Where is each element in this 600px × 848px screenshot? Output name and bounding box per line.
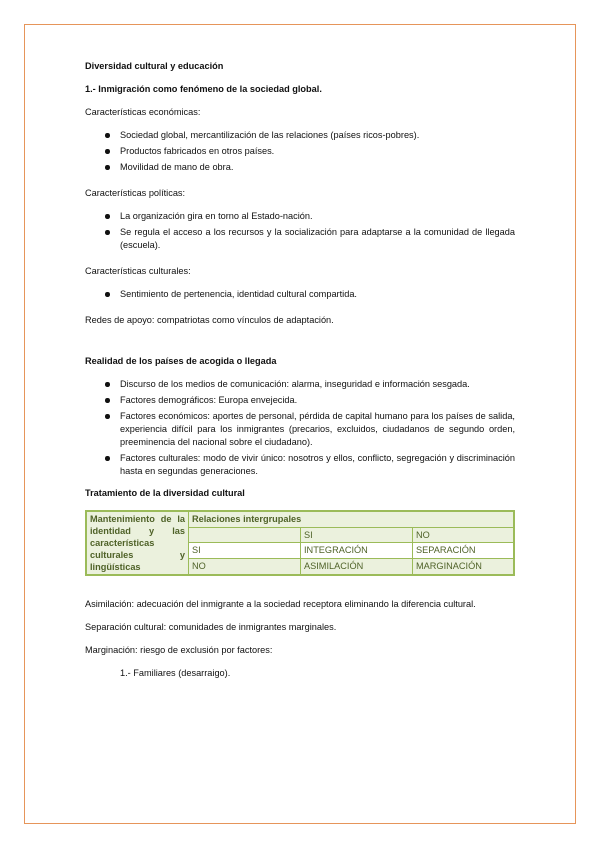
- list-item: Se regula el acceso a los recursos y la socialización para adaptarse a la comunidad de llegada (escuela).: [120, 227, 515, 250]
- list-item: Factores culturales: modo de vivir único: nosotros y ellos, conflicto, segregación y discriminación hasta en segundas generaciones.: [120, 453, 515, 476]
- table-col-no: NO: [413, 527, 515, 543]
- list-item: Productos fabricados en otros países.: [120, 145, 515, 158]
- list-item: Sentimiento de pertenencia, identidad cultural compartida.: [120, 288, 515, 301]
- section-heading-inmigracion: 1.- Inmigración como fenómeno de la sociedad global.: [85, 84, 322, 94]
- table-row-header: Mantenimiento de la identidad y las características culturales y lingüísticas: [86, 511, 189, 575]
- asimilacion-paragraph: Asimilación: adecuación del inmigrante a la sociedad receptora eliminando la diferencia cultural.: [85, 599, 476, 609]
- table-cell-asimilacion: ASIMILACIÓN: [301, 559, 413, 575]
- table-row-no: NO: [189, 559, 301, 575]
- diversity-table: [85, 510, 515, 576]
- list-item: Sociedad global, mercantilización de las relaciones (países ricos-pobres).: [120, 129, 515, 142]
- list-item: Factores económicos: aportes de personal, pérdida de capital humano para los países de salida, experiencia difícil para los inmigrantes (precarios, excluidos, ciudadanos de segundo orden, preeminencia del nacional sobre el ciudadano).: [120, 411, 515, 447]
- table-cell-marginacion: MARGINACIÓN: [413, 559, 515, 575]
- section-heading-realidad: Realidad de los países de acogida o llegada: [85, 356, 277, 366]
- marginacion-paragraph: Marginación: riesgo de exclusión por factores:: [85, 645, 273, 655]
- list-item: Discurso de los medios de comunicación: alarma, inseguridad e información sesgada.: [120, 378, 515, 391]
- list-item: Movilidad de mano de obra.: [120, 161, 515, 174]
- table-col-header: Relaciones intergrupales: [189, 511, 515, 527]
- econ-list: [85, 129, 515, 174]
- realidad-list: [85, 378, 515, 478]
- list-item: La organización gira en torno al Estado-nación.: [120, 210, 515, 223]
- redes-paragraph: Redes de apoyo: compatriotas como vínculos de adaptación.: [85, 315, 334, 325]
- table-cell-empty: [189, 527, 301, 543]
- cult-list: [85, 288, 515, 301]
- list-item: Factores demográficos: Europa envejecida.: [120, 394, 515, 407]
- pol-list: [85, 210, 515, 252]
- pol-label: Características políticas:: [85, 188, 186, 198]
- separacion-paragraph: Separación cultural: comunidades de inmigrantes marginales.: [85, 622, 337, 632]
- table-cell-separacion: SEPARACIÓN: [413, 543, 515, 559]
- document-title: Diversidad cultural y educación: [85, 61, 224, 71]
- section-heading-tratamiento: Tratamiento de la diversidad cultural: [85, 488, 245, 498]
- document-body: [85, 60, 515, 680]
- familiares-item: 1.- Familiares (desarraigo).: [120, 668, 231, 678]
- econ-label: Características económicas:: [85, 107, 201, 117]
- table-row-si: SI: [189, 543, 301, 559]
- table-cell-integracion: INTEGRACIÓN: [301, 543, 413, 559]
- cult-label: Características culturales:: [85, 266, 191, 276]
- table-col-si: SI: [301, 527, 413, 543]
